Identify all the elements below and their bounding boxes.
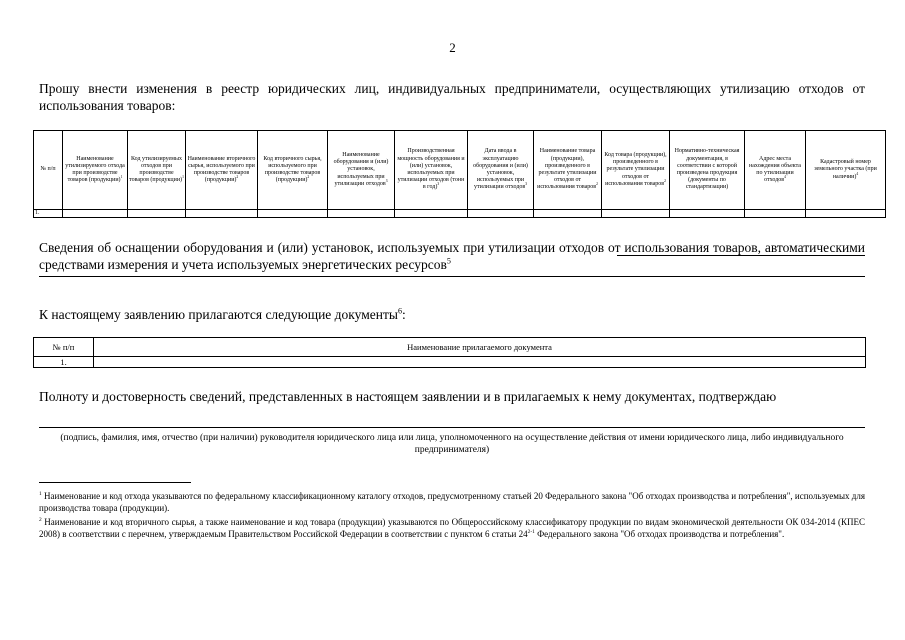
column-header: Производственная мощность оборудования и (или) установок, используемых при утилизации отходов (тонн в год)$^3$ [395, 131, 468, 210]
equipment-paragraph [39, 239, 865, 273]
table-cell[interactable] [395, 210, 468, 218]
column-header: Дата ввода в эксплуатацию оборудования и (или) установок, используемых при утилизации отходов$^3$ [468, 131, 534, 210]
equipment-fill-line[interactable] [617, 255, 865, 256]
footnote-mark: 2 [39, 517, 42, 523]
footnote-text: Наименование и код вторичного сырья, а также наименование и код товара (продукции) указываются по Общероссийскому классификатору продукции по видам экономической деятельности ОК 034-2014 (КПЕС 2008) в соответствии с перечнем, утверждаемым Правительством Российской Федерации в соответствии с пунктом 6 статьи 24 [39, 517, 865, 539]
equipment-fill-line-2[interactable] [39, 276, 865, 277]
attached-documents-paragraph [39, 306, 865, 323]
table-cell[interactable] [806, 210, 886, 218]
recycling-table [33, 130, 886, 218]
row-number: 1. [34, 210, 63, 218]
footnote-ref: 5 [446, 256, 451, 266]
attached-text: К настоящему заявлению прилагаются следующие документы [39, 307, 398, 322]
footnote-ref: 6 [397, 306, 403, 316]
footnote-2 [39, 516, 865, 540]
column-header: Наименование оборудования и (или) установок, используемых при утилизации отходов$^3$ [328, 131, 395, 210]
table-row [34, 357, 866, 368]
footnote-1 [39, 490, 865, 514]
column-header: Кадастровый номер земельного участка (при наличии)$^4$ [806, 131, 886, 210]
signature-line[interactable] [39, 427, 865, 428]
footnote-text-end: Федерального закона "Об отходах производства и потребления". [534, 529, 785, 539]
table-cell[interactable] [63, 210, 128, 218]
column-header: Наименование товара (продукции), произведенного в результате утилизации отходов от использования товаров$^2$ [534, 131, 602, 210]
table-header-row [34, 131, 886, 210]
table-cell[interactable] [670, 210, 745, 218]
table-cell[interactable] [602, 210, 670, 218]
table-cell[interactable] [186, 210, 258, 218]
footnote-text: Наименование и код отхода указываются по федеральному классификационному каталогу отходов, предусмотренному статьей 20 Федерального закона "Об отходах производства и потребления", используемых для производства товара (продукции). [39, 491, 866, 513]
colon: : [402, 307, 406, 322]
table-cell[interactable] [94, 357, 866, 368]
column-header: Наименование утилизируемого отхода при производстве товаров (продукции)$^1$ [63, 131, 128, 210]
header-number: № п/п [34, 338, 94, 357]
column-header: Код утилизируемых отходов при производстве товаров (продукции)$^1$ [128, 131, 186, 210]
table-cell[interactable] [328, 210, 395, 218]
column-header: Нормативно-техническая документация, в соответствии с которой произведена продукция (документы по стандартизации) [670, 131, 745, 210]
equipment-text: Сведения об оснащении оборудования и (или) установок, используемых при утилизации отходов от использования товаров, автоматическими средствами измерения и учета используемых энергетических ресурсов [39, 240, 865, 272]
table-cell[interactable] [534, 210, 602, 218]
column-header: № п/п [34, 131, 63, 210]
column-header: Код товара (продукции), произведенного в результате утилизации отходов от использования товаров$^2$ [602, 131, 670, 210]
footnote-divider [39, 482, 191, 483]
intro-paragraph: Прошу внести изменения в реестр юридических лиц, индивидуальных предприниматели, осуществляющих утилизацию отходов от использования товаров: [39, 81, 865, 113]
header-document-name: Наименование прилагаемого документа [94, 338, 866, 357]
column-header: Наименование вторичного сырья, используемого при производстве товаров (продукции)$^2$ [186, 131, 258, 210]
documents-table [33, 337, 866, 368]
row-number: 1. [34, 357, 94, 368]
column-header: Адрес места нахождения объекта по утилизации отходов$^4$ [745, 131, 806, 210]
footnote-mark: 1 [39, 491, 42, 497]
table-cell[interactable] [745, 210, 806, 218]
table-cell[interactable] [258, 210, 328, 218]
table-row [34, 210, 886, 218]
column-header: Код вторичного сырья, используемого при производстве товаров (продукции)$^2$ [258, 131, 328, 210]
signature-caption: (подпись, фамилия, имя, отчество (при наличии) руководителя юридического лица или лица, уполномоченного на осуществление действия от имени юридического лица, либо индивидуального предпринимателя) [60, 433, 844, 455]
confirm-paragraph: Полноту и достоверность сведений, представленных в настоящем заявлении и в прилагаемых к нему документах, подтверждаю [39, 389, 777, 404]
table-header-row [34, 338, 866, 357]
page-number: 2 [449, 40, 456, 55]
article-superscript: 2-1 [527, 529, 535, 535]
table-cell[interactable] [128, 210, 186, 218]
table-cell[interactable] [468, 210, 534, 218]
